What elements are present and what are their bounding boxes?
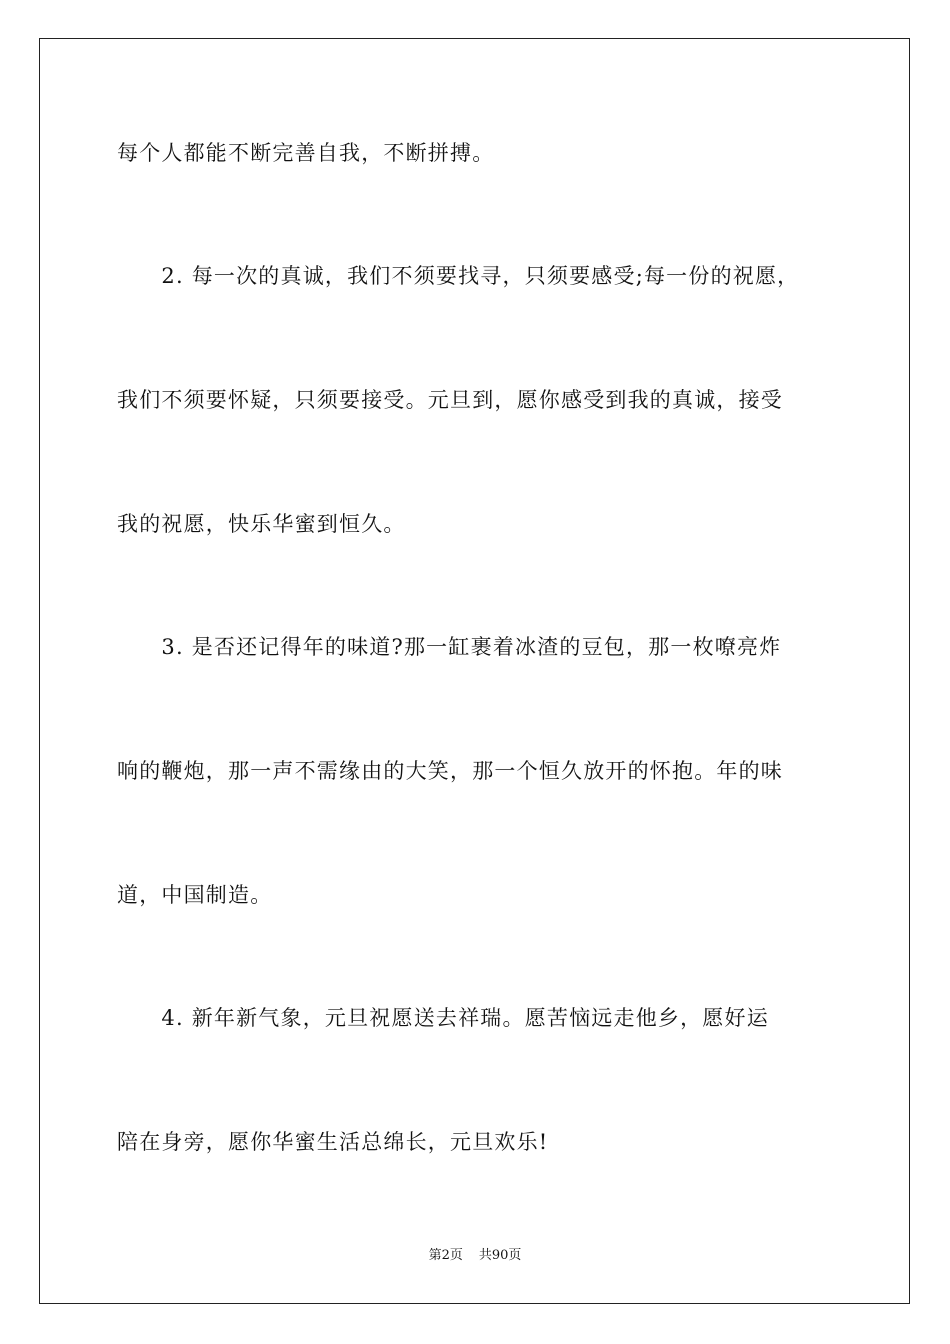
text-line-9: 陪在身旁，愿你华蜜生活总绵长，元旦欢乐! xyxy=(117,1130,549,1154)
total-pages: 共90页 xyxy=(478,1248,522,1263)
page-border xyxy=(39,38,910,1304)
text-line-7: 道，中国制造。 xyxy=(117,883,273,907)
text-line-5: 3. 是否还记得年的味道?那一缸裹着冰渣的豆包，那一枚嘹亮炸 xyxy=(117,635,782,659)
text-line-6: 响的鞭炮，那一声不需缘由的大笑，那一个恒久放开的怀抱。年的味 xyxy=(117,759,783,783)
text-line-1: 每个人都能不断完善自我，不断拼搏。 xyxy=(117,141,495,165)
text-line-4: 我的祝愿，快乐华蜜到恒久。 xyxy=(117,512,406,536)
text-line-2: 2. 每一次的真诚，我们不须要找寻，只须要感受;每一份的祝愿， xyxy=(117,264,800,288)
text-line-8: 4. 新年新气象，元旦祝愿送去祥瑞。愿苦恼远走他乡，愿好运 xyxy=(117,1006,769,1030)
text-line-3: 我们不须要怀疑，只须要接受。元旦到，愿你感受到我的真诚，接受 xyxy=(117,388,783,412)
page-footer xyxy=(0,1247,950,1265)
page-number: 第2页 xyxy=(428,1248,463,1263)
